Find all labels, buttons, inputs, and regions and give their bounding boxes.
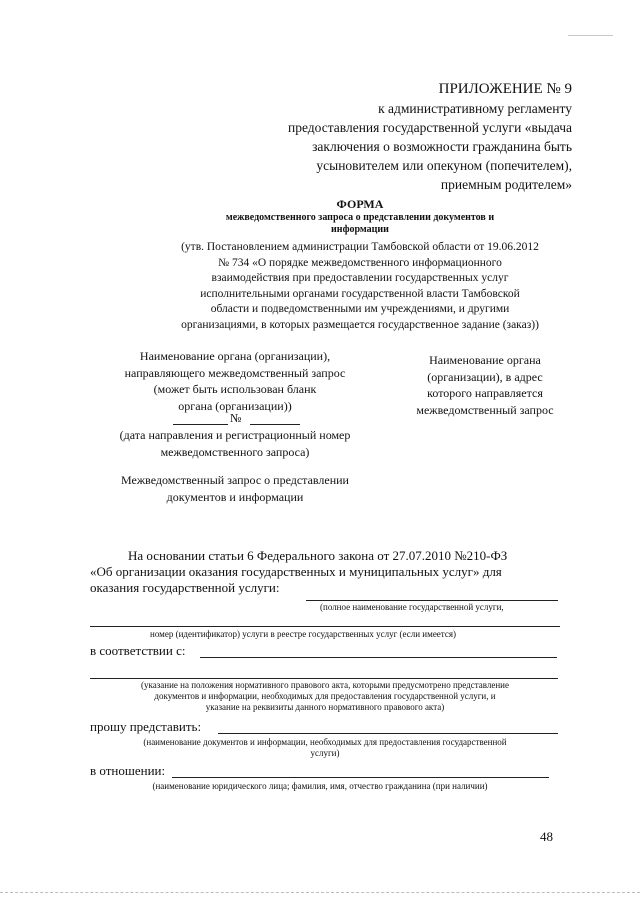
scan-edge-mark (568, 35, 613, 36)
request-provide-label: прошу представить: (90, 719, 202, 734)
request-provide-field-line[interactable] (218, 733, 558, 734)
sender-line: (может быть использован бланк (153, 382, 317, 396)
sender-line: направляющего межведомственный запрос (124, 365, 346, 380)
date-note (85, 427, 385, 460)
request-title (85, 472, 385, 505)
intro-line: На основании статьи 6 Федерального закона от 27.07.2010 №210-ФЗ (128, 548, 508, 563)
appendix-line: предоставления государственной услуги «выдача (287, 120, 572, 135)
form-header (160, 197, 560, 236)
approval-reference (140, 240, 580, 333)
appendix-line: приемным родителем» (440, 177, 572, 192)
approval-line: области и подведомственными им учреждениями, и другими (210, 303, 510, 315)
act-note-line: документов и информации, необходимых для предоставления государственной услуги, и (154, 691, 496, 701)
recipient-line: Наименование органа (429, 353, 541, 367)
service-name-note: (полное наименование государственной услуги, (320, 602, 504, 612)
approval-line: исполнительными органами государственной власти Тамбовской (200, 287, 520, 300)
request-title-line: документов и информации (166, 489, 304, 504)
recipient-line: межведомственный запрос (416, 402, 554, 417)
approval-line: организациями, в которых размещается государственное задание (заказ)) (181, 318, 539, 331)
approval-line: (утв. Постановлением администрации Тамбовской области от 19.06.2012 (181, 241, 539, 253)
regarding-label: в отношении: (90, 763, 166, 778)
approval-line: взаимодействия при предоставлении государственных услуг (211, 272, 509, 284)
according-field-line[interactable] (200, 657, 557, 658)
intro-line: оказания государственной услуги: (90, 580, 280, 595)
approval-line: № 734 «О порядке межведомственного информационного (218, 256, 502, 269)
docs-note (88, 737, 562, 759)
date-note-line: (дата направления и регистрационный номер (119, 428, 351, 442)
number-sign: № (230, 411, 242, 425)
appendix-header (152, 80, 572, 194)
form-subtitle-line: информации (331, 224, 389, 235)
recipient-block (395, 352, 575, 418)
request-title-line: Межведомственный запрос о представлении (121, 473, 349, 487)
appendix-line: усыновителем или опекуном (попечителем), (316, 158, 572, 173)
appendix-title: ПРИЛОЖЕНИЕ № 9 (438, 81, 572, 97)
intro-paragraph (90, 548, 570, 596)
service-number-note: номер (идентификатор) услуги в реестре государственных услуг (если имеется) (150, 629, 456, 639)
docs-note-line: услуги) (310, 748, 340, 758)
number-blank-line (250, 424, 300, 425)
form-subtitle-line: межведомственного запроса о представлении документов и (225, 212, 495, 223)
sender-block (90, 348, 380, 414)
date-blank-line (173, 424, 228, 425)
act-note (86, 680, 564, 713)
service-number-field-line[interactable] (90, 626, 560, 627)
recipient-line: которого направляется (427, 386, 543, 400)
according-label: в соответствии с: (90, 643, 186, 658)
intro-line: «Об организации оказания государственных и муниципальных услуг» для (90, 564, 502, 579)
docs-note-line: (наименование документов и информации, необходимых для предоставления государственной (143, 737, 507, 747)
act-note-line: (указание на положения нормативного правового акта, которыми предусмотрено представление (140, 680, 509, 690)
scan-edge-bottom (0, 892, 640, 893)
date-note-line: межведомственного запроса) (160, 444, 310, 459)
person-note: (наименование юридического лица; фамилия, имя, отчество гражданина (при наличии) (152, 781, 488, 791)
sender-line: Наименование органа (организации), (139, 349, 331, 363)
regarding-field-line[interactable] (172, 777, 549, 778)
sender-line: органа (организации)) (178, 398, 292, 413)
according-field-line-2[interactable] (90, 678, 558, 679)
act-note-line: указание на реквизиты данного нормативного правового акта) (205, 702, 445, 712)
appendix-line: к административному регламенту (378, 101, 572, 116)
page-number: 48 (540, 829, 553, 844)
recipient-line: (организации), в адрес (427, 369, 543, 384)
appendix-line: заключения о возможности гражданина быть (312, 139, 572, 154)
form-title: ФОРМА (336, 197, 384, 211)
service-name-field-line[interactable] (306, 600, 558, 601)
